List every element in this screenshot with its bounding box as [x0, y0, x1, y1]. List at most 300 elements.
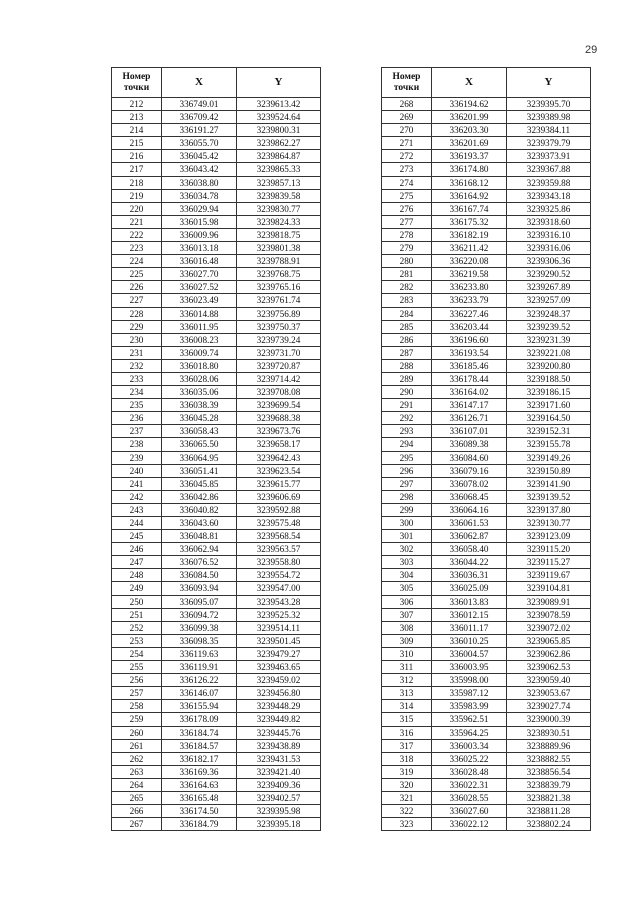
point-number-cell: 283 [382, 294, 432, 307]
table-row [112, 163, 321, 176]
table-row [382, 228, 591, 241]
y-coordinate-cell: 3239155.78 [507, 438, 591, 451]
header-point-number: Номер точки [382, 68, 432, 98]
point-number-cell: 254 [112, 647, 162, 660]
y-coordinate-cell: 3239171.60 [507, 399, 591, 412]
point-number-cell: 288 [382, 359, 432, 372]
y-coordinate-cell: 3239547.00 [237, 582, 321, 595]
y-coordinate-cell: 3239395.70 [507, 98, 591, 111]
x-coordinate-cell: 336078.02 [432, 477, 507, 490]
y-coordinate-cell: 3239119.67 [507, 569, 591, 582]
y-coordinate-cell: 3239456.80 [237, 687, 321, 700]
table-row [382, 778, 591, 791]
x-coordinate-cell: 336167.74 [432, 202, 507, 215]
table-row [112, 556, 321, 569]
y-coordinate-cell: 3239343.18 [507, 189, 591, 202]
y-coordinate-cell: 3239445.76 [237, 726, 321, 739]
header-y: Y [237, 68, 321, 98]
y-coordinate-cell: 3239089.91 [507, 595, 591, 608]
y-coordinate-cell: 3239765.16 [237, 281, 321, 294]
x-coordinate-cell: 336211.42 [432, 242, 507, 255]
point-number-cell: 313 [382, 687, 432, 700]
y-coordinate-cell: 3239699.54 [237, 399, 321, 412]
header-y: Y [507, 68, 591, 98]
table-row [112, 490, 321, 503]
table-row [112, 713, 321, 726]
point-number-cell: 294 [382, 438, 432, 451]
x-coordinate-cell: 336107.01 [432, 425, 507, 438]
table-row [112, 674, 321, 687]
table-row [382, 451, 591, 464]
table-row [382, 726, 591, 739]
y-coordinate-cell: 3239367.88 [507, 163, 591, 176]
x-coordinate-cell: 336201.99 [432, 111, 507, 124]
x-coordinate-cell: 336201.69 [432, 137, 507, 150]
y-coordinate-cell: 3239720.87 [237, 359, 321, 372]
point-number-cell: 304 [382, 569, 432, 582]
point-number-cell: 305 [382, 582, 432, 595]
y-coordinate-cell: 3239501.45 [237, 634, 321, 647]
y-coordinate-cell: 3239149.26 [507, 451, 591, 464]
y-coordinate-cell: 3239409.36 [237, 778, 321, 791]
y-coordinate-cell: 3239248.37 [507, 307, 591, 320]
point-number-cell: 259 [112, 713, 162, 726]
x-coordinate-cell: 336013.18 [162, 242, 237, 255]
x-coordinate-cell: 336093.94 [162, 582, 237, 595]
table-row [382, 805, 591, 818]
x-coordinate-cell: 336191.27 [162, 124, 237, 137]
table-row [382, 700, 591, 713]
y-coordinate-cell: 3239575.48 [237, 517, 321, 530]
point-number-cell: 270 [382, 124, 432, 137]
y-coordinate-cell: 3239563.57 [237, 543, 321, 556]
table-row [112, 399, 321, 412]
table-row [382, 674, 591, 687]
point-number-cell: 229 [112, 320, 162, 333]
y-coordinate-cell: 3239750.37 [237, 320, 321, 333]
x-coordinate-cell: 336035.06 [162, 386, 237, 399]
y-coordinate-cell: 3239592.88 [237, 503, 321, 516]
y-coordinate-cell: 3239642.43 [237, 451, 321, 464]
x-coordinate-cell: 336068.45 [432, 490, 507, 503]
y-coordinate-cell: 3239141.90 [507, 477, 591, 490]
table-row [112, 503, 321, 516]
y-coordinate-cell: 3239384.11 [507, 124, 591, 137]
point-number-cell: 303 [382, 556, 432, 569]
x-coordinate-cell: 336040.82 [162, 503, 237, 516]
point-number-cell: 227 [112, 294, 162, 307]
point-number-cell: 274 [382, 176, 432, 189]
point-number-cell: 266 [112, 805, 162, 818]
point-number-cell: 320 [382, 778, 432, 791]
y-coordinate-cell: 3239257.09 [507, 294, 591, 307]
x-coordinate-cell: 336164.92 [432, 189, 507, 202]
point-number-cell: 255 [112, 661, 162, 674]
point-number-cell: 323 [382, 818, 432, 831]
y-coordinate-cell: 3239164.50 [507, 412, 591, 425]
table-row [112, 98, 321, 111]
page-number: 29 [585, 44, 598, 56]
x-coordinate-cell: 335962.51 [432, 713, 507, 726]
x-coordinate-cell: 336182.19 [432, 228, 507, 241]
table-row [382, 137, 591, 150]
point-number-cell: 318 [382, 752, 432, 765]
table-row [382, 268, 591, 281]
point-number-cell: 258 [112, 700, 162, 713]
x-coordinate-cell: 336168.12 [432, 176, 507, 189]
point-number-cell: 263 [112, 765, 162, 778]
point-number-cell: 295 [382, 451, 432, 464]
x-coordinate-cell: 336178.09 [162, 713, 237, 726]
y-coordinate-cell: 3239130.77 [507, 517, 591, 530]
x-coordinate-cell: 336193.37 [432, 150, 507, 163]
point-number-cell: 285 [382, 320, 432, 333]
y-coordinate-cell: 3239448.29 [237, 700, 321, 713]
table-row [112, 621, 321, 634]
table-row [382, 530, 591, 543]
x-coordinate-cell: 336018.80 [162, 359, 237, 372]
y-coordinate-cell: 3238889.96 [507, 739, 591, 752]
table-row [112, 294, 321, 307]
table-row [112, 464, 321, 477]
x-coordinate-cell: 336175.32 [432, 215, 507, 228]
y-coordinate-cell: 3239186.15 [507, 386, 591, 399]
y-coordinate-cell: 3239239.52 [507, 320, 591, 333]
point-number-cell: 225 [112, 268, 162, 281]
x-coordinate-cell: 336004.57 [432, 647, 507, 660]
y-coordinate-cell: 3239768.75 [237, 268, 321, 281]
x-coordinate-cell: 336203.44 [432, 320, 507, 333]
y-coordinate-cell: 3239395.98 [237, 805, 321, 818]
table-row [382, 98, 591, 111]
y-coordinate-cell: 3239115.27 [507, 556, 591, 569]
point-number-cell: 297 [382, 477, 432, 490]
point-number-cell: 312 [382, 674, 432, 687]
table-row [382, 661, 591, 674]
x-coordinate-cell: 336196.60 [432, 333, 507, 346]
point-number-cell: 269 [382, 111, 432, 124]
y-coordinate-cell: 3239152.31 [507, 425, 591, 438]
table-row [382, 242, 591, 255]
x-coordinate-cell: 336220.08 [432, 255, 507, 268]
x-coordinate-cell: 336038.39 [162, 399, 237, 412]
x-coordinate-cell: 336194.62 [432, 98, 507, 111]
y-coordinate-cell: 3239865.33 [237, 163, 321, 176]
table-row [382, 556, 591, 569]
point-number-cell: 311 [382, 661, 432, 674]
y-coordinate-cell: 3239316.06 [507, 242, 591, 255]
table-row [112, 477, 321, 490]
y-coordinate-cell: 3239525.32 [237, 608, 321, 621]
y-coordinate-cell: 3239431.53 [237, 752, 321, 765]
y-coordinate-cell: 3239739.24 [237, 333, 321, 346]
y-coordinate-cell: 3239318.60 [507, 215, 591, 228]
y-coordinate-cell: 3239115.20 [507, 543, 591, 556]
table-row [382, 202, 591, 215]
x-coordinate-cell: 336025.09 [432, 582, 507, 595]
y-coordinate-cell: 3239623.54 [237, 464, 321, 477]
point-number-cell: 287 [382, 346, 432, 359]
y-coordinate-cell: 3239027.74 [507, 700, 591, 713]
x-coordinate-cell: 336043.42 [162, 163, 237, 176]
x-coordinate-cell: 336061.53 [432, 517, 507, 530]
x-coordinate-cell: 336022.31 [432, 778, 507, 791]
y-coordinate-cell: 3239463.65 [237, 661, 321, 674]
point-number-cell: 292 [382, 412, 432, 425]
y-coordinate-cell: 3239359.88 [507, 176, 591, 189]
point-number-cell: 246 [112, 543, 162, 556]
y-coordinate-cell: 3239395.18 [237, 818, 321, 831]
point-number-cell: 315 [382, 713, 432, 726]
x-coordinate-cell: 336065.50 [162, 438, 237, 451]
x-coordinate-cell: 336165.48 [162, 791, 237, 804]
x-coordinate-cell: 336013.83 [432, 595, 507, 608]
point-number-cell: 226 [112, 281, 162, 294]
x-coordinate-cell: 336203.30 [432, 124, 507, 137]
x-coordinate-cell: 336126.22 [162, 674, 237, 687]
point-number-cell: 238 [112, 438, 162, 451]
table-row [382, 634, 591, 647]
point-number-cell: 290 [382, 386, 432, 399]
x-coordinate-cell: 336709.42 [162, 111, 237, 124]
y-coordinate-cell: 3239756.89 [237, 307, 321, 320]
point-number-cell: 214 [112, 124, 162, 137]
y-coordinate-cell: 3239688.38 [237, 412, 321, 425]
y-coordinate-cell: 3239379.79 [507, 137, 591, 150]
point-number-cell: 272 [382, 150, 432, 163]
y-coordinate-cell: 3238821.38 [507, 791, 591, 804]
table-row [112, 268, 321, 281]
x-coordinate-cell: 336749.01 [162, 98, 237, 111]
table-row [112, 569, 321, 582]
table-body-right [382, 98, 591, 831]
table-row [382, 333, 591, 346]
y-coordinate-cell: 3238882.55 [507, 752, 591, 765]
y-coordinate-cell: 3239673.76 [237, 425, 321, 438]
y-coordinate-cell: 3239514.11 [237, 621, 321, 634]
table-row [112, 451, 321, 464]
point-number-cell: 280 [382, 255, 432, 268]
x-coordinate-cell: 336094.72 [162, 608, 237, 621]
y-coordinate-cell: 3239053.67 [507, 687, 591, 700]
point-number-cell: 271 [382, 137, 432, 150]
point-number-cell: 220 [112, 202, 162, 215]
x-coordinate-cell: 336003.95 [432, 661, 507, 674]
point-number-cell: 277 [382, 215, 432, 228]
point-number-cell: 273 [382, 163, 432, 176]
y-coordinate-cell: 3239062.53 [507, 661, 591, 674]
y-coordinate-cell: 3239200.80 [507, 359, 591, 372]
table-header-row [382, 68, 591, 98]
table-row [382, 176, 591, 189]
table-row [112, 818, 321, 831]
x-coordinate-cell: 336055.70 [162, 137, 237, 150]
table-row [112, 386, 321, 399]
point-number-cell: 317 [382, 739, 432, 752]
table-row [382, 438, 591, 451]
y-coordinate-cell: 3239543.28 [237, 595, 321, 608]
point-number-cell: 241 [112, 477, 162, 490]
point-number-cell: 217 [112, 163, 162, 176]
table-row [382, 569, 591, 582]
table-row [112, 778, 321, 791]
point-number-cell: 296 [382, 464, 432, 477]
x-coordinate-cell: 336029.94 [162, 202, 237, 215]
table-row [382, 818, 591, 831]
table-row [112, 700, 321, 713]
table-row [382, 713, 591, 726]
table-row [382, 517, 591, 530]
y-coordinate-cell: 3239325.86 [507, 202, 591, 215]
table-row [382, 425, 591, 438]
y-coordinate-cell: 3239864.87 [237, 150, 321, 163]
y-coordinate-cell: 3239788.91 [237, 255, 321, 268]
table-row [382, 647, 591, 660]
y-coordinate-cell: 3239188.50 [507, 372, 591, 385]
x-coordinate-cell: 336174.50 [162, 805, 237, 818]
x-coordinate-cell: 336044.22 [432, 556, 507, 569]
table-row [382, 189, 591, 202]
y-coordinate-cell: 3239824.33 [237, 215, 321, 228]
point-number-cell: 268 [382, 98, 432, 111]
table-row [112, 124, 321, 137]
table-row [112, 333, 321, 346]
point-number-cell: 316 [382, 726, 432, 739]
y-coordinate-cell: 3239137.80 [507, 503, 591, 516]
y-coordinate-cell: 3239059.40 [507, 674, 591, 687]
table-body-left [112, 98, 321, 831]
x-coordinate-cell: 336146.07 [162, 687, 237, 700]
x-coordinate-cell: 336126.71 [432, 412, 507, 425]
table-row [382, 595, 591, 608]
x-coordinate-cell: 336184.57 [162, 739, 237, 752]
point-number-cell: 236 [112, 412, 162, 425]
table-row [382, 739, 591, 752]
table-row [112, 202, 321, 215]
point-number-cell: 281 [382, 268, 432, 281]
point-number-cell: 248 [112, 569, 162, 582]
point-number-cell: 250 [112, 595, 162, 608]
header-point-number: Номер точки [112, 68, 162, 98]
point-number-cell: 282 [382, 281, 432, 294]
y-coordinate-cell: 3239438.89 [237, 739, 321, 752]
x-coordinate-cell: 336022.12 [432, 818, 507, 831]
table-row [112, 425, 321, 438]
x-coordinate-cell: 336169.36 [162, 765, 237, 778]
point-number-cell: 242 [112, 490, 162, 503]
x-coordinate-cell: 336051.41 [162, 464, 237, 477]
x-coordinate-cell: 336164.63 [162, 778, 237, 791]
y-coordinate-cell: 3239839.58 [237, 189, 321, 202]
point-number-cell: 299 [382, 503, 432, 516]
point-number-cell: 265 [112, 791, 162, 804]
x-coordinate-cell: 336028.48 [432, 765, 507, 778]
x-coordinate-cell: 336233.80 [432, 281, 507, 294]
y-coordinate-cell: 3238930.51 [507, 726, 591, 739]
x-coordinate-cell: 336028.55 [432, 791, 507, 804]
table-row [382, 399, 591, 412]
point-number-cell: 233 [112, 372, 162, 385]
point-number-cell: 243 [112, 503, 162, 516]
x-coordinate-cell: 335983.99 [432, 700, 507, 713]
table-row [382, 687, 591, 700]
x-coordinate-cell: 336027.52 [162, 281, 237, 294]
table-row [112, 608, 321, 621]
x-coordinate-cell: 336089.38 [432, 438, 507, 451]
x-coordinate-cell: 336008.23 [162, 333, 237, 346]
point-number-cell: 306 [382, 595, 432, 608]
x-coordinate-cell: 336064.16 [432, 503, 507, 516]
y-coordinate-cell: 3239606.69 [237, 490, 321, 503]
y-coordinate-cell: 3239231.39 [507, 333, 591, 346]
point-number-cell: 267 [112, 818, 162, 831]
x-coordinate-cell: 336048.81 [162, 530, 237, 543]
x-coordinate-cell: 336174.80 [432, 163, 507, 176]
x-coordinate-cell: 336062.94 [162, 543, 237, 556]
x-coordinate-cell: 336084.60 [432, 451, 507, 464]
table-row [382, 386, 591, 399]
table-row [382, 464, 591, 477]
table-row [112, 543, 321, 556]
x-coordinate-cell: 336184.74 [162, 726, 237, 739]
point-number-cell: 219 [112, 189, 162, 202]
x-coordinate-cell: 336119.63 [162, 647, 237, 660]
y-coordinate-cell: 3239658.17 [237, 438, 321, 451]
x-coordinate-cell: 336034.78 [162, 189, 237, 202]
point-number-cell: 275 [382, 189, 432, 202]
table-row [382, 215, 591, 228]
point-number-cell: 222 [112, 228, 162, 241]
table-row [382, 765, 591, 778]
x-coordinate-cell: 336155.94 [162, 700, 237, 713]
header-x: X [432, 68, 507, 98]
y-coordinate-cell: 3239857.13 [237, 176, 321, 189]
table-row [382, 503, 591, 516]
y-coordinate-cell: 3239524.64 [237, 111, 321, 124]
y-coordinate-cell: 3239449.82 [237, 713, 321, 726]
table-row [112, 307, 321, 320]
table-row [382, 307, 591, 320]
point-number-cell: 264 [112, 778, 162, 791]
table-row [382, 163, 591, 176]
point-number-cell: 249 [112, 582, 162, 595]
y-coordinate-cell: 3239123.09 [507, 530, 591, 543]
point-number-cell: 247 [112, 556, 162, 569]
point-number-cell: 224 [112, 255, 162, 268]
x-coordinate-cell: 336095.07 [162, 595, 237, 608]
x-coordinate-cell: 336028.06 [162, 372, 237, 385]
y-coordinate-cell: 3239221.08 [507, 346, 591, 359]
y-coordinate-cell: 3239613.42 [237, 98, 321, 111]
point-number-cell: 221 [112, 215, 162, 228]
y-coordinate-cell: 3239065.85 [507, 634, 591, 647]
x-coordinate-cell: 336038.80 [162, 176, 237, 189]
x-coordinate-cell: 336233.79 [432, 294, 507, 307]
table-row [382, 124, 591, 137]
y-coordinate-cell: 3239062.86 [507, 647, 591, 660]
point-number-cell: 245 [112, 530, 162, 543]
y-coordinate-cell: 3239316.10 [507, 228, 591, 241]
point-number-cell: 240 [112, 464, 162, 477]
point-number-cell: 319 [382, 765, 432, 778]
table-row [112, 647, 321, 660]
table-row [112, 320, 321, 333]
point-number-cell: 257 [112, 687, 162, 700]
x-coordinate-cell: 336011.95 [162, 320, 237, 333]
x-coordinate-cell: 336036.31 [432, 569, 507, 582]
table-row [112, 228, 321, 241]
table-row [112, 111, 321, 124]
